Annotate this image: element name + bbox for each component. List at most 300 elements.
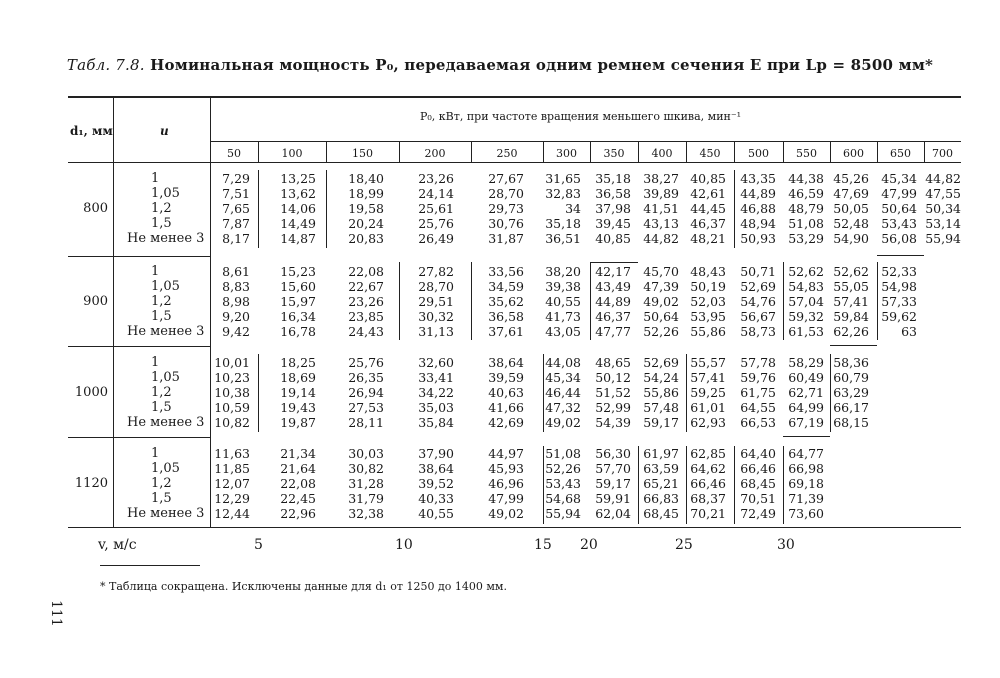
speed-header-350: 350 — [603, 147, 625, 160]
power-cell: 50,12 — [595, 370, 631, 386]
power-cell: 35,18 — [545, 216, 581, 232]
u-value: 1,5 — [151, 400, 172, 416]
velocity-tick-10: 10 — [395, 537, 413, 553]
power-cell: 31,87 — [488, 231, 524, 247]
power-cell: 43,49 — [595, 279, 631, 295]
u-value: 1 — [151, 446, 160, 461]
power-cell: 20,24 — [348, 216, 384, 232]
power-cell: 54,39 — [595, 415, 631, 431]
power-cell: 62,71 — [788, 385, 824, 401]
power-cell: 56,67 — [740, 309, 776, 325]
power-cell: 35,84 — [418, 415, 454, 431]
power-cell: 47,39 — [643, 279, 679, 295]
power-cell: 61,01 — [690, 400, 726, 416]
speed-header-50: 50 — [227, 147, 241, 160]
power-cell: 53,95 — [690, 309, 726, 325]
speed-header-600: 600 — [843, 147, 864, 160]
power-cell: 53,43 — [545, 476, 581, 492]
speed-header-300: 300 — [556, 147, 577, 160]
power-cell: 28,11 — [348, 415, 384, 431]
caption-prefix: Табл. 7.8. — [66, 56, 145, 74]
power-cell: 46,88 — [740, 201, 776, 217]
power-cell: 44,08 — [545, 355, 581, 370]
power-cell: 15,23 — [280, 264, 316, 279]
power-cell: 7,65 — [222, 201, 250, 217]
power-cell: 57,33 — [881, 294, 917, 310]
power-cell: 64,77 — [788, 446, 824, 461]
power-cell: 13,25 — [280, 171, 316, 186]
power-cell: 61,97 — [643, 446, 679, 461]
power-cell: 37,90 — [418, 446, 454, 461]
header-mid-rule — [210, 141, 961, 142]
power-cell: 52,03 — [690, 294, 726, 310]
power-cell: 55,05 — [833, 279, 869, 295]
power-cell: 73,60 — [788, 506, 824, 522]
speed-limit-line — [830, 354, 831, 432]
power-cell: 59,17 — [643, 415, 679, 431]
u-value: 1 — [151, 264, 160, 279]
power-cell: 55,86 — [690, 324, 726, 340]
power-cell: 57,48 — [643, 400, 679, 416]
speed-header-700: 700 — [932, 147, 953, 160]
speed-limit-line — [258, 170, 259, 248]
power-cell: 71,39 — [788, 491, 824, 507]
speed-header-divider — [783, 141, 784, 162]
u-value: 1,05 — [151, 461, 180, 477]
power-cell: 22,67 — [348, 279, 384, 295]
power-cell: 55,94 — [545, 506, 581, 522]
speed-header-divider — [399, 141, 400, 162]
power-cell: 44,82 — [643, 231, 679, 247]
power-cell: 38,27 — [643, 171, 679, 186]
power-cell: 52,69 — [643, 355, 679, 370]
power-cell: 48,94 — [740, 216, 776, 232]
power-cell: 42,61 — [690, 186, 726, 202]
power-cell: 8,61 — [222, 264, 250, 279]
power-cell: 63,59 — [643, 461, 679, 477]
power-cell: 46,44 — [545, 385, 581, 401]
u-value: 1 — [151, 355, 160, 370]
u-value: 1,05 — [151, 279, 180, 295]
power-cell: 37,98 — [595, 201, 631, 217]
power-cell: 39,45 — [595, 216, 631, 232]
power-cell: 48,79 — [788, 201, 824, 217]
power-cell: 43,13 — [643, 216, 679, 232]
power-cell: 36,58 — [488, 309, 524, 325]
power-cell: 40,33 — [418, 491, 454, 507]
power-cell: 51,52 — [595, 385, 631, 401]
u-value: 1,5 — [151, 491, 172, 507]
d1-value-900: 900 — [83, 294, 108, 310]
power-cell: 19,14 — [280, 385, 316, 401]
power-cell: 21,64 — [280, 461, 316, 477]
power-cell: 30,03 — [348, 446, 384, 461]
power-cell: 47,99 — [488, 491, 524, 507]
u-value: 1,5 — [151, 309, 172, 325]
power-cell: 52,48 — [833, 216, 869, 232]
power-cell: 43,05 — [545, 324, 581, 340]
power-cell: 44,45 — [690, 201, 726, 217]
power-cell: 23,26 — [418, 171, 454, 186]
power-cell: 10,59 — [214, 400, 250, 416]
power-cell: 46,37 — [690, 216, 726, 232]
speed-header-250: 250 — [496, 147, 518, 160]
power-cell: 64,40 — [740, 446, 776, 461]
power-cell: 68,45 — [740, 476, 776, 492]
power-cell: 58,29 — [788, 355, 824, 370]
power-cell: 53,29 — [788, 231, 824, 247]
u-value: 1,05 — [151, 370, 180, 386]
power-cell: 66,17 — [833, 400, 869, 416]
power-cell: 66,98 — [788, 461, 824, 477]
power-cell: 21,34 — [280, 446, 316, 461]
speed-header-divider — [638, 141, 639, 162]
power-cell: 47,77 — [595, 324, 631, 340]
power-cell: 60,49 — [788, 370, 824, 386]
power-cell: 44,97 — [488, 446, 524, 461]
u-value: 1,2 — [151, 385, 172, 401]
power-cell: 18,25 — [280, 355, 316, 370]
power-cell: 49,02 — [545, 415, 581, 431]
speed-header-200: 200 — [424, 147, 446, 160]
power-cell: 54,24 — [643, 370, 679, 386]
power-cell: 56,30 — [595, 446, 631, 461]
power-cell: 23,26 — [348, 294, 384, 310]
speed-limit-line — [399, 262, 400, 340]
speed-header-divider — [543, 141, 544, 162]
power-cell: 62,85 — [690, 446, 726, 461]
power-cell: 47,32 — [545, 400, 581, 416]
power-cell: 47,55 — [925, 186, 961, 202]
power-cell: 22,08 — [348, 264, 384, 279]
speed-limit-line — [258, 354, 259, 432]
speed-limit-line — [734, 170, 735, 248]
speed-limit-step — [877, 255, 924, 256]
power-cell: 44,89 — [740, 186, 776, 202]
velocity-tick-30: 30 — [777, 537, 795, 553]
page-number: 111 — [48, 600, 64, 627]
u-value: 1,2 — [151, 294, 172, 310]
power-cell: 59,32 — [788, 309, 824, 325]
power-cell: 29,73 — [488, 201, 524, 217]
power-cell: 51,08 — [788, 216, 824, 232]
speed-limit-line — [686, 354, 687, 432]
power-cell: 46,37 — [595, 309, 631, 325]
power-cell: 43,35 — [740, 171, 776, 186]
power-cell: 48,65 — [595, 355, 631, 370]
power-cell: 26,35 — [348, 370, 384, 386]
power-cell: 55,86 — [643, 385, 679, 401]
power-cell: 58,36 — [833, 355, 869, 370]
power-cell: 50,05 — [833, 201, 869, 217]
power-cell: 50,19 — [690, 279, 726, 295]
speed-header-divider — [830, 141, 831, 162]
power-cell: 12,07 — [214, 476, 250, 492]
power-cell: 24,14 — [418, 186, 454, 202]
speed-header-divider — [471, 141, 472, 162]
power-cell: 37,61 — [488, 324, 524, 340]
power-cell: 14,87 — [280, 231, 316, 247]
power-cell: 59,25 — [690, 385, 726, 401]
power-cell: 22,08 — [280, 476, 316, 492]
power-cell: 50,64 — [643, 309, 679, 325]
table-bottom-rule — [68, 527, 961, 528]
power-cell: 40,85 — [690, 171, 726, 186]
power-cell: 16,34 — [280, 309, 316, 325]
velocity-tick-5: 5 — [254, 537, 263, 553]
speed-header-divider — [734, 141, 735, 162]
power-cell: 53,14 — [925, 216, 961, 232]
speed-limit-line — [783, 262, 784, 340]
power-cell: 52,62 — [833, 264, 869, 279]
power-cell: 14,49 — [280, 216, 316, 232]
u-value: 1,2 — [151, 201, 172, 217]
header-d1: d₁, мм — [70, 124, 113, 138]
power-cell: 45,70 — [643, 264, 679, 279]
speed-limit-line — [590, 262, 591, 340]
power-cell: 57,04 — [788, 294, 824, 310]
power-cell: 32,38 — [348, 506, 384, 522]
power-cell: 15,60 — [280, 279, 316, 295]
power-cell: 33,56 — [488, 264, 524, 279]
power-cell: 35,03 — [418, 400, 454, 416]
speed-limit-line — [734, 446, 735, 524]
header-u: u — [160, 124, 169, 138]
power-cell: 45,34 — [881, 171, 917, 186]
table-caption — [0, 56, 1000, 74]
power-cell: 34,22 — [418, 385, 454, 401]
u-value: 1,2 — [151, 476, 172, 492]
power-cell: 54,68 — [545, 491, 581, 507]
speed-limit-line — [543, 354, 544, 432]
power-cell: 63,29 — [833, 385, 869, 401]
power-cell: 24,43 — [348, 324, 384, 340]
power-cell: 13,62 — [280, 186, 316, 202]
power-cell: 48,43 — [690, 264, 726, 279]
power-cell: 8,17 — [222, 231, 250, 247]
u-value: Не менее 3 — [127, 415, 205, 431]
speed-header-650: 650 — [890, 147, 911, 160]
power-cell: 35,18 — [595, 171, 631, 186]
power-cell: 42,17 — [595, 264, 631, 279]
power-cell: 12,44 — [214, 506, 250, 522]
power-cell: 31,28 — [348, 476, 384, 492]
velocity-tick-25: 25 — [675, 537, 693, 553]
power-cell: 59,84 — [833, 309, 869, 325]
power-cell: 57,41 — [833, 294, 869, 310]
power-cell: 8,83 — [222, 279, 250, 295]
power-cell: 64,99 — [788, 400, 824, 416]
power-cell: 61,75 — [740, 385, 776, 401]
u-value: 1,5 — [151, 216, 172, 232]
power-cell: 30,76 — [488, 216, 524, 232]
speed-limit-line — [326, 170, 327, 248]
power-cell: 39,59 — [488, 370, 524, 386]
power-cell: 64,55 — [740, 400, 776, 416]
power-cell: 66,53 — [740, 415, 776, 431]
power-cell: 67,19 — [788, 415, 824, 431]
power-cell: 22,96 — [280, 506, 316, 522]
power-cell: 34,59 — [488, 279, 524, 295]
power-cell: 35,62 — [488, 294, 524, 310]
header-power: P₀, кВт, при частоте вращения меньшего шкива, мин⁻¹ — [420, 110, 742, 123]
power-cell: 54,83 — [788, 279, 824, 295]
power-cell: 18,40 — [348, 171, 384, 186]
power-cell: 9,42 — [222, 324, 250, 340]
power-cell: 54,98 — [881, 279, 917, 295]
power-cell: 40,85 — [595, 231, 631, 247]
power-cell: 40,55 — [545, 294, 581, 310]
speed-header-divider — [877, 141, 878, 162]
power-cell: 40,55 — [418, 506, 454, 522]
speed-header-divider — [258, 141, 259, 162]
power-cell: 28,70 — [488, 186, 524, 202]
footnote: * Таблица сокращена. Исключены данные для d₁ от 1250 до 1400 мм. — [100, 580, 507, 593]
power-cell: 19,87 — [280, 415, 316, 431]
velocity-tick-15: 15 — [534, 537, 552, 553]
power-cell: 30,82 — [348, 461, 384, 477]
power-cell: 63 — [901, 324, 917, 340]
u-value: Не менее 3 — [127, 231, 205, 247]
power-cell: 42,69 — [488, 415, 524, 431]
power-cell: 30,32 — [418, 309, 454, 325]
table-top-rule — [68, 96, 961, 98]
footnote-rule — [100, 565, 200, 566]
power-cell: 38,64 — [418, 461, 454, 477]
d1-value-1120: 1120 — [74, 476, 108, 492]
power-cell: 39,89 — [643, 186, 679, 202]
power-cell: 59,76 — [740, 370, 776, 386]
power-cell: 66,46 — [740, 461, 776, 477]
power-cell: 59,62 — [881, 309, 917, 325]
power-cell: 33,41 — [418, 370, 454, 386]
d1-value-800: 800 — [83, 201, 108, 217]
power-cell: 23,85 — [348, 309, 384, 325]
speed-header-divider — [326, 141, 327, 162]
speed-limit-line — [638, 446, 639, 524]
power-cell: 7,51 — [222, 186, 250, 202]
power-cell: 54,76 — [740, 294, 776, 310]
u-value: 1 — [151, 171, 160, 186]
power-cell: 52,26 — [643, 324, 679, 340]
power-cell: 36,51 — [545, 231, 581, 247]
power-cell: 45,26 — [833, 171, 869, 186]
power-cell: 20,83 — [348, 231, 384, 247]
power-cell: 41,73 — [545, 309, 581, 325]
power-cell: 60,79 — [833, 370, 869, 386]
column-divider-d1 — [113, 96, 114, 527]
power-cell: 10,23 — [214, 370, 250, 386]
power-cell: 31,79 — [348, 491, 384, 507]
power-cell: 46,59 — [788, 186, 824, 202]
u-value: Не менее 3 — [127, 506, 205, 522]
power-cell: 57,70 — [595, 461, 631, 477]
group-rule-900 — [68, 256, 210, 257]
power-cell: 7,87 — [222, 216, 250, 232]
power-cell: 47,99 — [881, 186, 917, 202]
power-cell: 29,51 — [418, 294, 454, 310]
power-cell: 68,45 — [643, 506, 679, 522]
power-cell: 52,33 — [881, 264, 917, 279]
speed-limit-line — [783, 446, 784, 524]
power-cell: 11,85 — [214, 461, 250, 477]
d1-value-1000: 1000 — [74, 385, 108, 401]
power-cell: 54,90 — [833, 231, 869, 247]
power-cell: 70,51 — [740, 491, 776, 507]
speed-header-divider — [686, 141, 687, 162]
u-value: Не менее 3 — [127, 324, 205, 340]
power-cell: 27,82 — [418, 264, 454, 279]
power-cell: 7,29 — [222, 171, 250, 186]
power-cell: 9,20 — [222, 309, 250, 325]
power-cell: 68,15 — [833, 415, 869, 431]
power-cell: 26,49 — [418, 231, 454, 247]
power-cell: 49,02 — [643, 294, 679, 310]
speed-header-550: 550 — [796, 147, 817, 160]
power-cell: 22,45 — [280, 491, 316, 507]
power-cell: 65,21 — [643, 476, 679, 492]
speed-limit-line — [686, 446, 687, 524]
velocity-label: v, м/с — [98, 537, 137, 553]
speed-limit-line — [543, 446, 544, 524]
u-value: 1,05 — [151, 186, 180, 202]
power-cell: 15,97 — [280, 294, 316, 310]
power-cell: 16,78 — [280, 324, 316, 340]
power-cell: 44,89 — [595, 294, 631, 310]
column-divider-u — [210, 96, 211, 527]
speed-limit-line — [877, 262, 878, 340]
power-cell: 10,82 — [214, 415, 250, 431]
power-cell: 62,04 — [595, 506, 631, 522]
speed-header-divider — [924, 141, 925, 162]
power-cell: 58,73 — [740, 324, 776, 340]
power-cell: 62,93 — [690, 415, 726, 431]
power-cell: 66,83 — [643, 491, 679, 507]
speed-limit-step — [783, 436, 830, 437]
power-cell: 18,99 — [348, 186, 384, 202]
power-cell: 18,69 — [280, 370, 316, 386]
caption-text: Номинальная мощность P₀, передаваемая одним ремнем сечения Е при Lр = 8500 мм* — [150, 56, 934, 74]
power-cell: 25,76 — [418, 216, 454, 232]
power-cell: 72,49 — [740, 506, 776, 522]
power-cell: 55,94 — [925, 231, 961, 247]
power-cell: 55,57 — [690, 355, 726, 370]
power-cell: 10,38 — [214, 385, 250, 401]
speed-header-100: 100 — [281, 147, 303, 160]
power-cell: 38,64 — [488, 355, 524, 370]
power-cell: 50,93 — [740, 231, 776, 247]
power-cell: 68,37 — [690, 491, 726, 507]
power-cell: 52,69 — [740, 279, 776, 295]
power-cell: 64,62 — [690, 461, 726, 477]
power-cell: 61,53 — [788, 324, 824, 340]
speed-limit-step — [830, 345, 877, 346]
power-cell: 39,52 — [418, 476, 454, 492]
power-cell: 41,66 — [488, 400, 524, 416]
power-cell: 50,71 — [740, 264, 776, 279]
power-cell: 57,41 — [690, 370, 726, 386]
power-cell: 50,34 — [925, 201, 961, 217]
power-cell: 69,18 — [788, 476, 824, 492]
group-rule-1120 — [68, 437, 210, 438]
power-cell: 49,02 — [488, 506, 524, 522]
power-cell: 19,43 — [280, 400, 316, 416]
speed-header-450: 450 — [699, 147, 721, 160]
power-cell: 45,34 — [545, 370, 581, 386]
velocity-tick-20: 20 — [580, 537, 598, 553]
power-cell: 27,67 — [488, 171, 524, 186]
power-cell: 51,08 — [545, 446, 581, 461]
